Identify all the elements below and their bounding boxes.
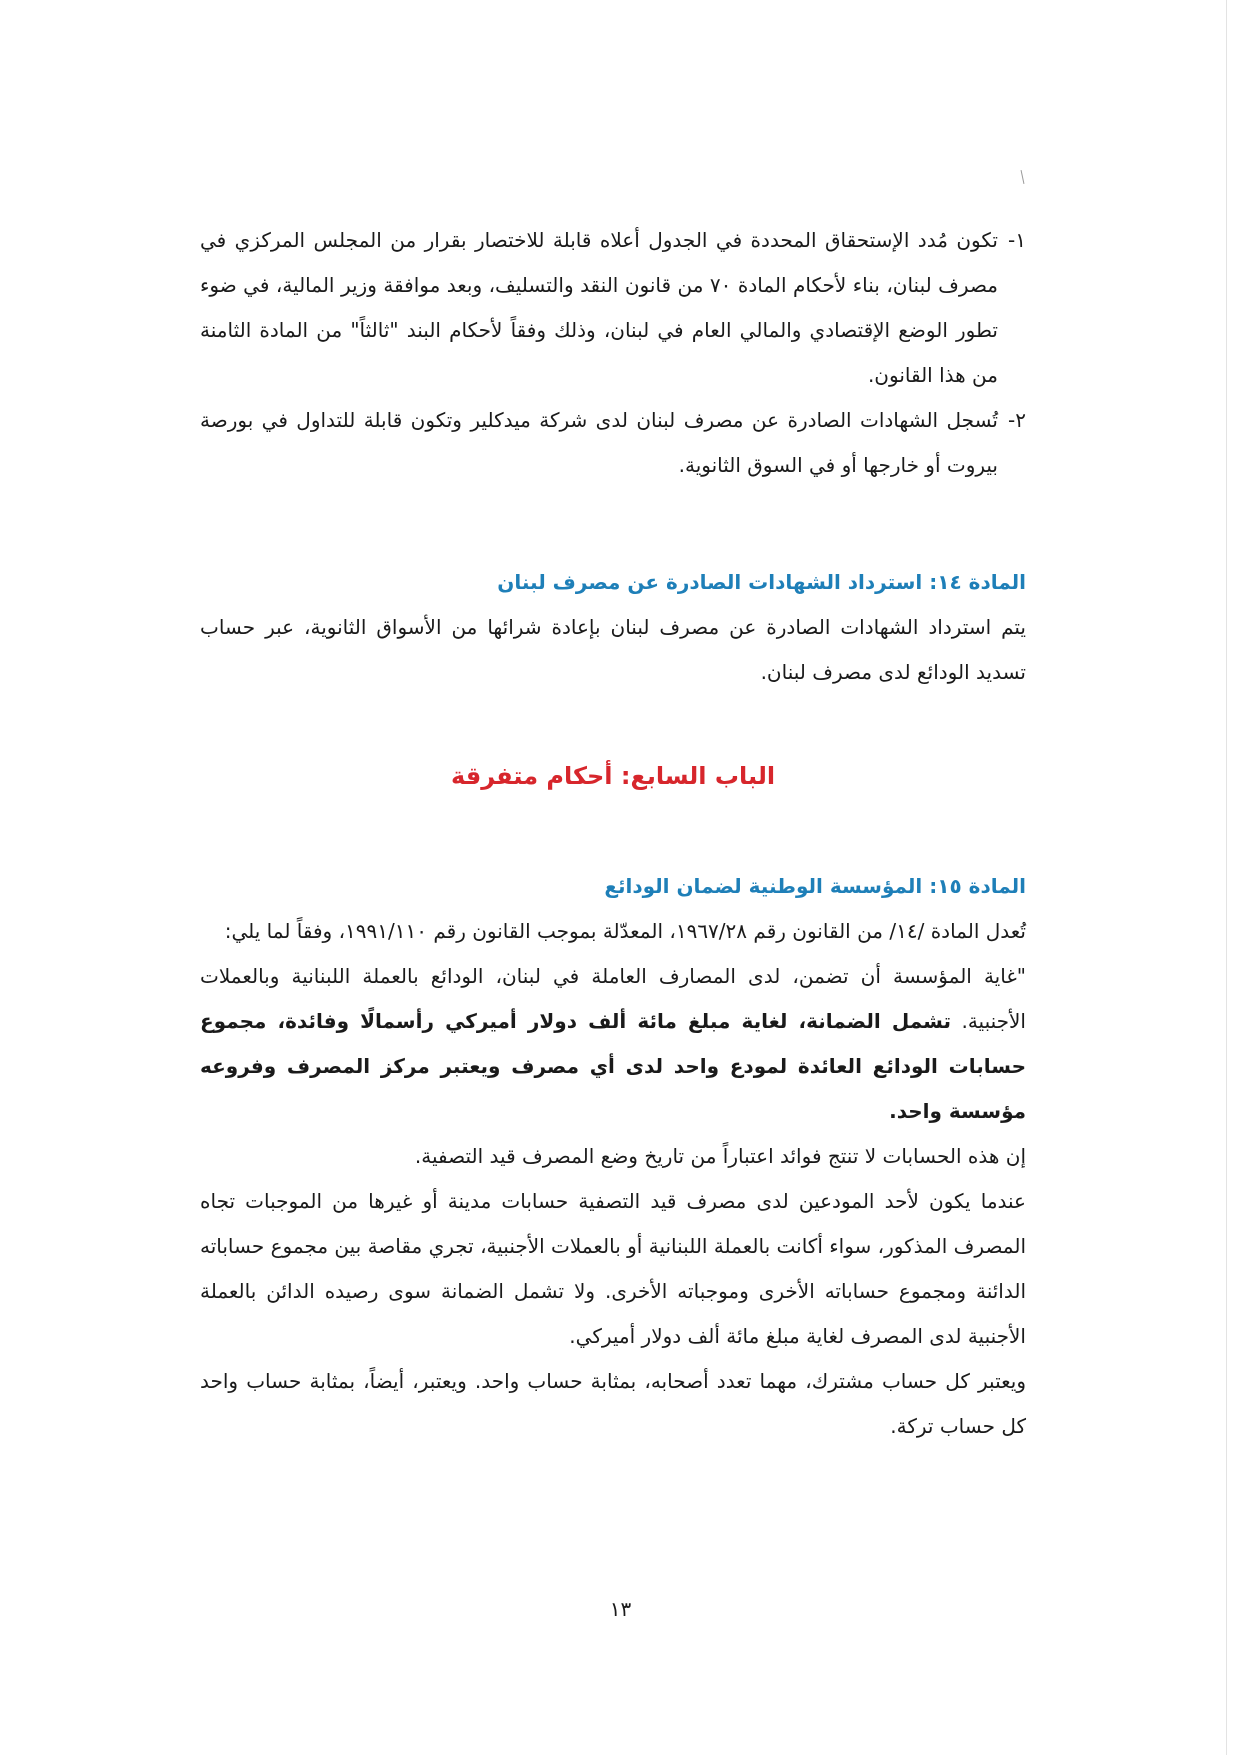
list-item-2 [200,398,1026,488]
article-15-quote [200,954,1026,1134]
list-number: ٢- [1008,408,1026,432]
list-item-text: تُسجل الشهادات الصادرة عن مصرف لبنان لدى شركة ميدكلير وتكون قابلة للتداول في بورصة بيروت أو خارجها أو في السوق الثانوية. [200,408,998,477]
article-14 [200,560,1026,695]
article-14-body: يتم استرداد الشهادات الصادرة عن مصرف لبنان بإعادة شرائها من الأسواق الثانوية، عبر حساب تسديد الودائع لدى مصرف لبنان. [200,615,1026,684]
list-item-1 [200,218,1026,398]
article-15-joint-account-paragraph: ويعتبر كل حساب مشترك، مهما تعدد أصحابه، بمثابة حساب واحد. ويعتبر، أيضاً، بمثابة حساب واحد كل حساب تركة. [200,1369,1026,1438]
article-15-intro: تُعدل المادة /١٤/ من القانون رقم ١٩٦٧/٢٨، المعدّلة بموجب القانون رقم ١٩٩١/١١٠، وفقاً لما يلي: [224,919,1026,943]
page-edge-line [1226,0,1227,1755]
list-item-text: تكون مُدد الإستحقاق المحددة في الجدول أعلاه قابلة للاختصار بقرار من المجلس المركزي في مصرف لبنان، بناء لأحكام المادة ٧٠ من قانون النقد والتسليف، وبعد موافقة وزير المالية، في ضوء تطور الوضع الإقتصادي والمالي العام في لبنان، وذلك وفقاً لأحكام البند "ثالثاً" من المادة الثامنة من هذا القانون. [200,228,999,387]
chapter-title: الباب السابع: أحكام متفرقة [450,762,776,790]
quote-plain-text: "غاية المؤسسة أن تضمن، لدى المصارف العاملة في لبنان، الودائع بالعملة اللبنانية وبالعملات الأجنبية. [200,964,1026,1033]
article-14-heading: المادة ١٤: استرداد الشهادات الصادرة عن مصرف لبنان [497,570,1026,594]
article-15 [200,864,1026,1449]
page-number: ١٣ [609,1597,632,1621]
article-15-interest-paragraph: إن هذه الحسابات لا تنتج فوائد اعتباراً من تاريخ وضع المصرف قيد التصفية. [414,1144,1026,1168]
scan-mark [1021,170,1025,184]
article-15-debtor-paragraph: عندما يكون لأحد المودعين لدى مصرف قيد التصفية حسابات مدينة أو غيرها من الموجبات تجاه المصرف المذكور، سواء أكانت بالعملة اللبنانية أو بالعملات الأجنبية، تجري مقاصة بين مجموع حساباته الدائنة ومجموع حساباته الأخرى وموجباته الأخرى. ولا تشمل الضمانة سوى رصيده الدائن بالعملة الأجنبية لدى المصرف لغاية مبلغ مائة ألف دولار أميركي. [199,1189,1026,1348]
quote-bold-text: تشمل الضمانة، لغاية مبلغ مائة ألف دولار أميركي رأسمالًا وفائدة، مجموع حسابات الودائع العائدة لمودع واحد لدى أي مصرف ويعتبر مركز المصرف وفروعه مؤسسة واحد. [200,1009,1026,1123]
list-number: ١- [1008,228,1026,252]
article-15-heading: المادة ١٥: المؤسسة الوطنية لضمان الودائع [604,874,1026,898]
numbered-list [200,218,1026,488]
